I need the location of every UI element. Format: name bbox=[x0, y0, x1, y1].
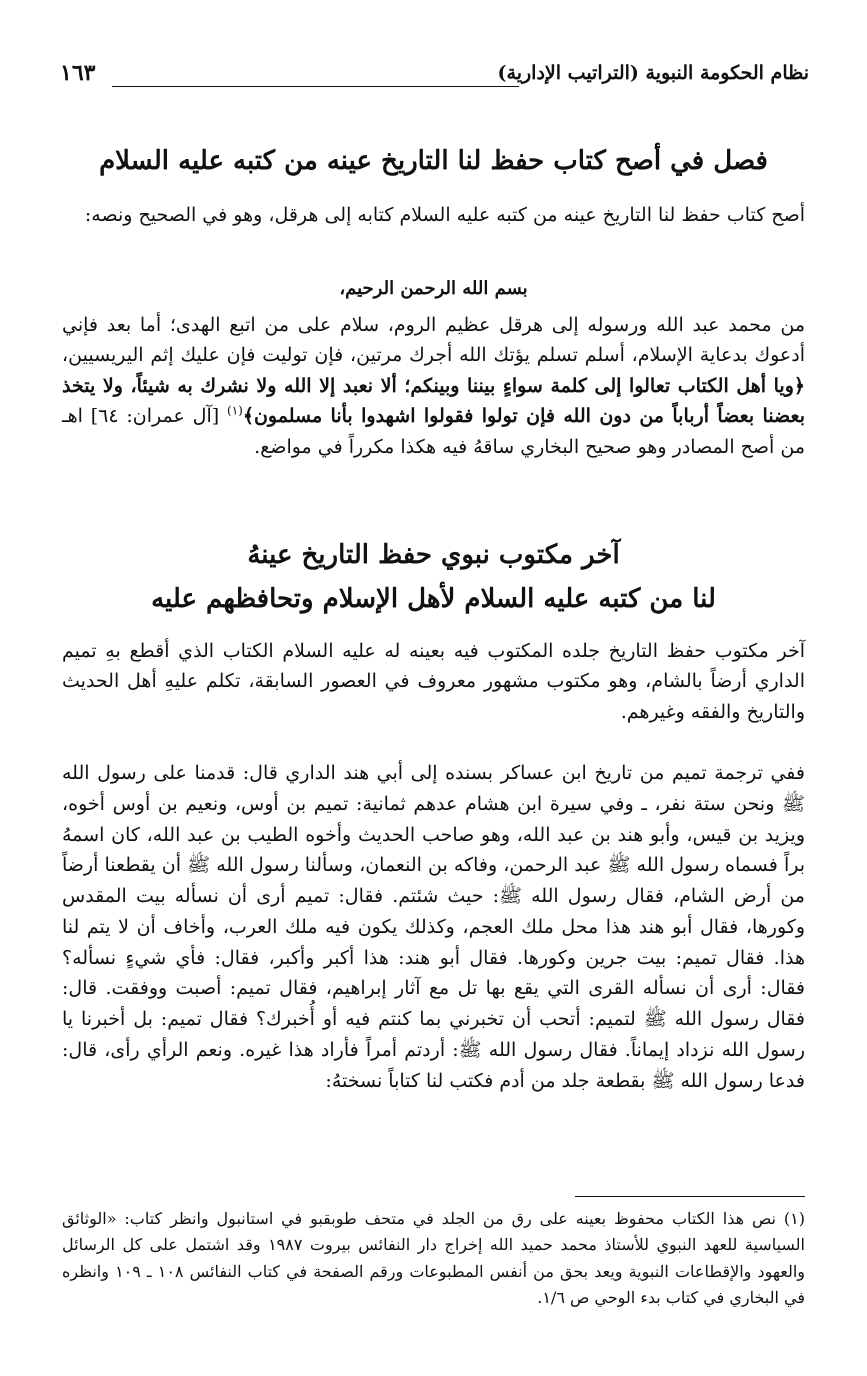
letter-start: من محمد عبد الله ورسوله إلى هرقل عظيم الروم، سلام على من اتبع الهدى؛ أما بعد فإني أدعوك بدعاية الإسلام، أسلم تسلم يؤتك الله أجرك مرتين، فإن توليت فإن عليك إثم اليريسيين، bbox=[62, 314, 805, 367]
section-title: فصل في أصح كتاب حفظ لنا التاريخ عينه من كتبه عليه السلام bbox=[99, 146, 768, 176]
book-title: نظام الحكومة النبوية (التراتيب الإدارية) bbox=[497, 62, 809, 84]
letter-paragraph bbox=[62, 310, 805, 462]
intro-paragraph: أصح كتاب حفظ لنا التاريخ عينه من كتبه عليه السلام كتابه إلى هرقل، وهو في الصحيح ونصه: bbox=[84, 204, 805, 226]
page-number: ١٦٣ bbox=[60, 60, 96, 86]
footnote-marker: (١) bbox=[227, 403, 243, 418]
basmala: بسم الله الرحمن الرحيم، bbox=[339, 278, 528, 299]
letter-end: [آل عمران: ٦٤] اهـ من أصح المصادر وهو صحيح البخاري ساقهُ فيه هكذا مكرراً في مواضع. bbox=[62, 405, 805, 458]
body-paragraph-narrative: ففي ترجمة تميم من تاريخ ابن عساكر بسنده إلى أبي هند الداري قال: قدمنا على رسول الله ﷺ ونحن ستة نفر، ـ وفي سيرة ابن هشام عدهم ثمانية: تميم بن أوس، ونعيم بن أوس أخوه، ويزيد بن قيس، وأبو هند بن عبد الله، وهو صاحب الحديث وأخوه الطيب بن عبد الله، كان اسمهُ براً فسماه رسول الله ﷺ عبد الرحمن، وفاكه بن النعمان، وسألنا رسول الله ﷺ أن يقطعنا أرضاً من أرض الشام، فقال رسول الله ﷺ: حيث شئتم. فقال: تميم أرى أن نسأله بيت المقدس وكورها، فقال أبو هند هذا محل ملك العجم، وكذلك يكون فيه ملك العرب، وأخاف أن لا يتم لنا هذا. فقال تميم: بيت جرين وكورها. فقال أبو هند: هذا أكبر وأكبر، فقال: فأي شيءٍ نسأله؟ فقال: أرى أن نسأله القرى التي يقع بها تل مع آثار إبراهيم، فقال تميم: أصبت ووفقت. قال: فقال رسول الله ﷺ لتميم: أتحب أن تخبرني بما كنتم فيه أو أُخبرك؟ فقال تميم: بل أخبرنا يا رسول الله نزداد إيماناً. فقال رسول الله ﷺ: أردتم أمراً فأراد هذا غيره. ونعم الرأي رأى، قال: فدعا رسول الله ﷺ بقطعة جلد من أدم فكتب لنا كتاباً نسختهُ: bbox=[62, 762, 805, 1092]
quran-verse: ﴿ويا أهل الكتاب تعالوا إلى كلمة سواءٍ بيننا وبينكم؛ ألا نعبد إلا الله ولا نشرك به شيئاً، ولا يتخذ بعضنا بعضاً أرباباً من دون الله فإن تولوا فقولوا اشهدوا بأنا مسلمون﴾ bbox=[62, 374, 805, 428]
body-paragraph: آخر مكتوب حفظ التاريخ جلده المكتوب فيه بعينه له عليه السلام الكتاب الذي أقطع بهِ تميم الداري أرضاً بالشام، وهو مكتوب مشهور معروف في العصور السابقة، تكلم عليهِ أهل الحديث والتاريخ والفقه وغيرهم. bbox=[62, 640, 805, 723]
header-rule bbox=[112, 86, 519, 87]
section-title-2-line1: آخر مكتوب نبوي حفظ التاريخ عينهُ bbox=[247, 540, 620, 570]
footnote: (١) نص هذا الكتاب محفوظ بعينه على رق من الجلد في متحف طوبقبو في استانبول وانظر كتاب: «الوثائق السياسية للعهد النبوي للأستاذ محمد حميد الله إخراج دار النفائس بيروت ١٩٨٧ وقد اشتمل على كل الرسائل والعهود والإقطاعات النبوية ويعد بحق من أنفس المطبوعات ورقم الصفحة في كتاب النفائس ١٠٨ ـ ١٠٩ وانظره في البخاري في كتاب بدء الوحي ص ١/٦. bbox=[62, 1209, 806, 1308]
section-title-2-line2: لنا من كتبه عليه السلام لأهل الإسلام وتحافظهم عليه bbox=[151, 584, 716, 614]
running-header bbox=[60, 60, 809, 94]
footnote-rule bbox=[575, 1196, 805, 1197]
